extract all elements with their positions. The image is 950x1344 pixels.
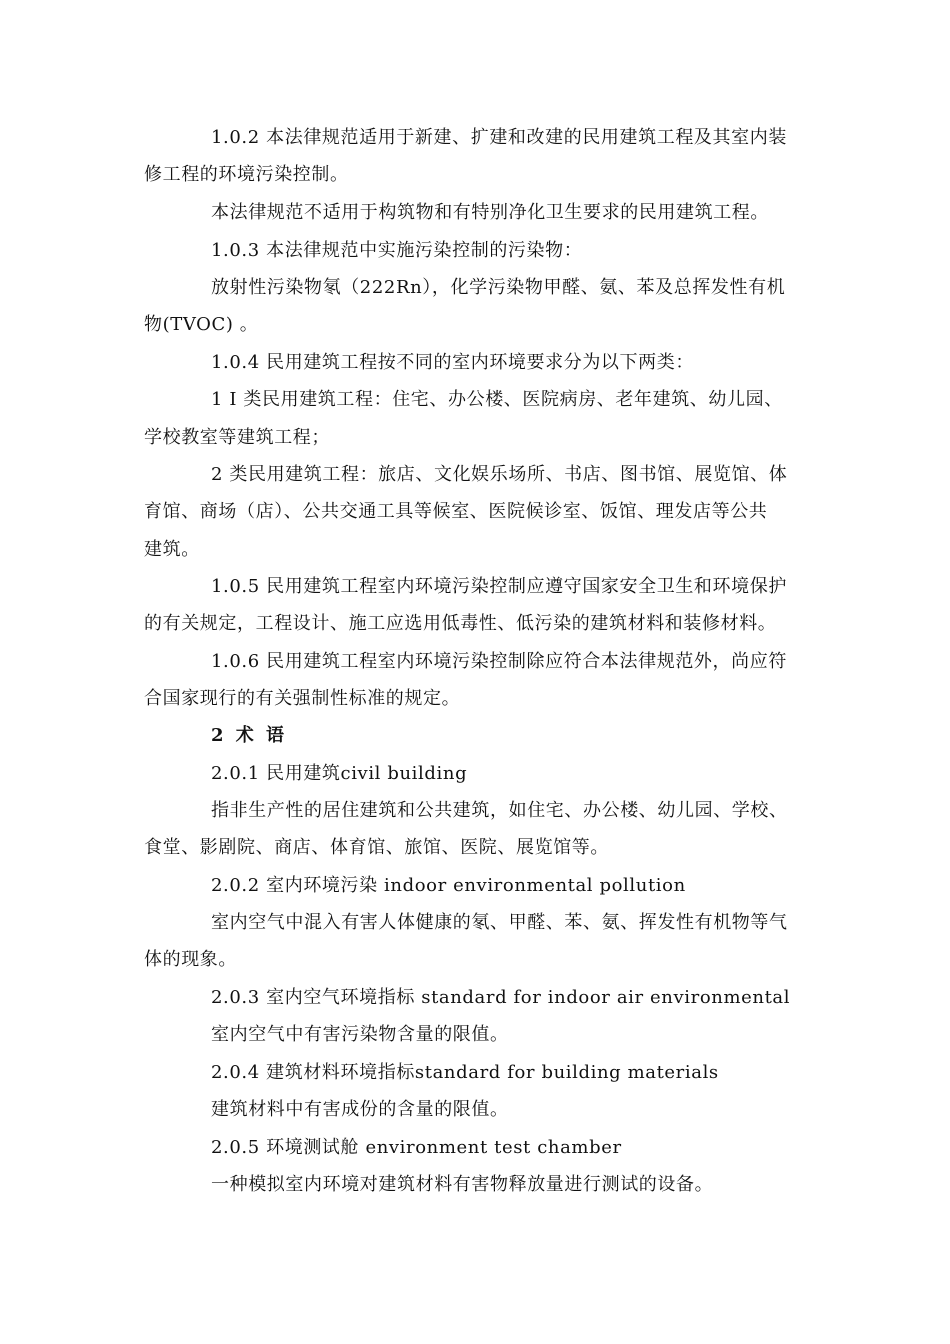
term-2-0-2-def-cont: 体的现象。 — [144, 949, 237, 970]
term-2-0-1-def-cont: 食堂、影剧院、商店、体育馆、旅馆、医院、展览馆等。 — [144, 837, 609, 858]
section-heading-terms: 2 术 语 — [211, 725, 288, 746]
term-2-0-5: 2.0.5 环境测试舱 environment test chamber — [211, 1137, 622, 1158]
clause-1-0-6-cont: 合国家现行的有关强制性标准的规定。 — [144, 688, 461, 709]
clause-1-0-4-item-2-end: 建筑。 — [144, 539, 200, 560]
term-2-0-2-def: 室内空气中混入有害人体健康的氡、甲醛、苯、氨、挥发性有机物等气 — [211, 912, 788, 933]
clause-1-0-4-item-2-cont: 育馆、商场（店）、公共交通工具等候室、医院候诊室、饭馆、理发店等公共 — [144, 501, 768, 522]
clause-1-0-3: 1.0.3 本法律规范中实施污染控制的污染物： — [211, 240, 583, 261]
term-2-0-4: 2.0.4 建筑材料环境指标standard for building materials — [211, 1062, 719, 1083]
clause-1-0-4-item-2: 2 类民用建筑工程：旅店、文化娱乐场所、书店、图书馆、展览馆、体 — [211, 464, 788, 485]
term-2-0-3-def: 室内空气中有害污染物含量的限值。 — [211, 1024, 509, 1045]
clause-1-0-5-cont: 的有关规定，工程设计、施工应选用低毒性、低污染的建筑材料和装修材料。 — [144, 613, 777, 634]
clause-1-0-4-item-1: 1 Ⅰ 类民用建筑工程：住宅、办公楼、医院病房、老年建筑、幼儿园、 — [211, 389, 783, 410]
clause-1-0-3-list-cont: 物(TVOC) 。 — [144, 314, 259, 335]
term-2-0-4-def: 建筑材料中有害成份的含量的限值。 — [211, 1099, 509, 1120]
clause-1-0-2-cont: 修工程的环境污染控制。 — [144, 164, 349, 185]
clause-1-0-4-item-1-cont: 学校教室等建筑工程； — [144, 427, 330, 448]
term-2-0-5-def: 一种模拟室内环境对建筑材料有害物释放量进行测试的设备。 — [211, 1174, 714, 1195]
term-2-0-1-def: 指非生产性的居住建筑和公共建筑，如住宅、办公楼、幼儿园、学校、 — [211, 800, 788, 821]
clause-1-0-3-list: 放射性污染物氡（222Rn），化学污染物甲醛、氨、苯及总挥发性有机 — [211, 277, 786, 298]
clause-1-0-6: 1.0.6 民用建筑工程室内环境污染控制除应符合本法律规范外，尚应符 — [211, 651, 787, 672]
clause-1-0-4: 1.0.4 民用建筑工程按不同的室内环境要求分为以下两类： — [211, 352, 694, 373]
clause-1-0-5: 1.0.5 民用建筑工程室内环境污染控制应遵守国家安全卫生和环境保护 — [211, 576, 787, 597]
term-2-0-1: 2.0.1 民用建筑civil building — [211, 763, 468, 784]
clause-1-0-2-note: 本法律规范不适用于构筑物和有特别净化卫生要求的民用建筑工程。 — [211, 202, 769, 223]
term-2-0-2: 2.0.2 室内环境污染 indoor environmental pollution — [211, 875, 686, 896]
term-2-0-3: 2.0.3 室内空气环境指标 standard for indoor air environmental — [211, 987, 791, 1008]
clause-1-0-2: 1.0.2 本法律规范适用于新建、扩建和改建的民用建筑工程及其室内装 — [211, 127, 787, 148]
